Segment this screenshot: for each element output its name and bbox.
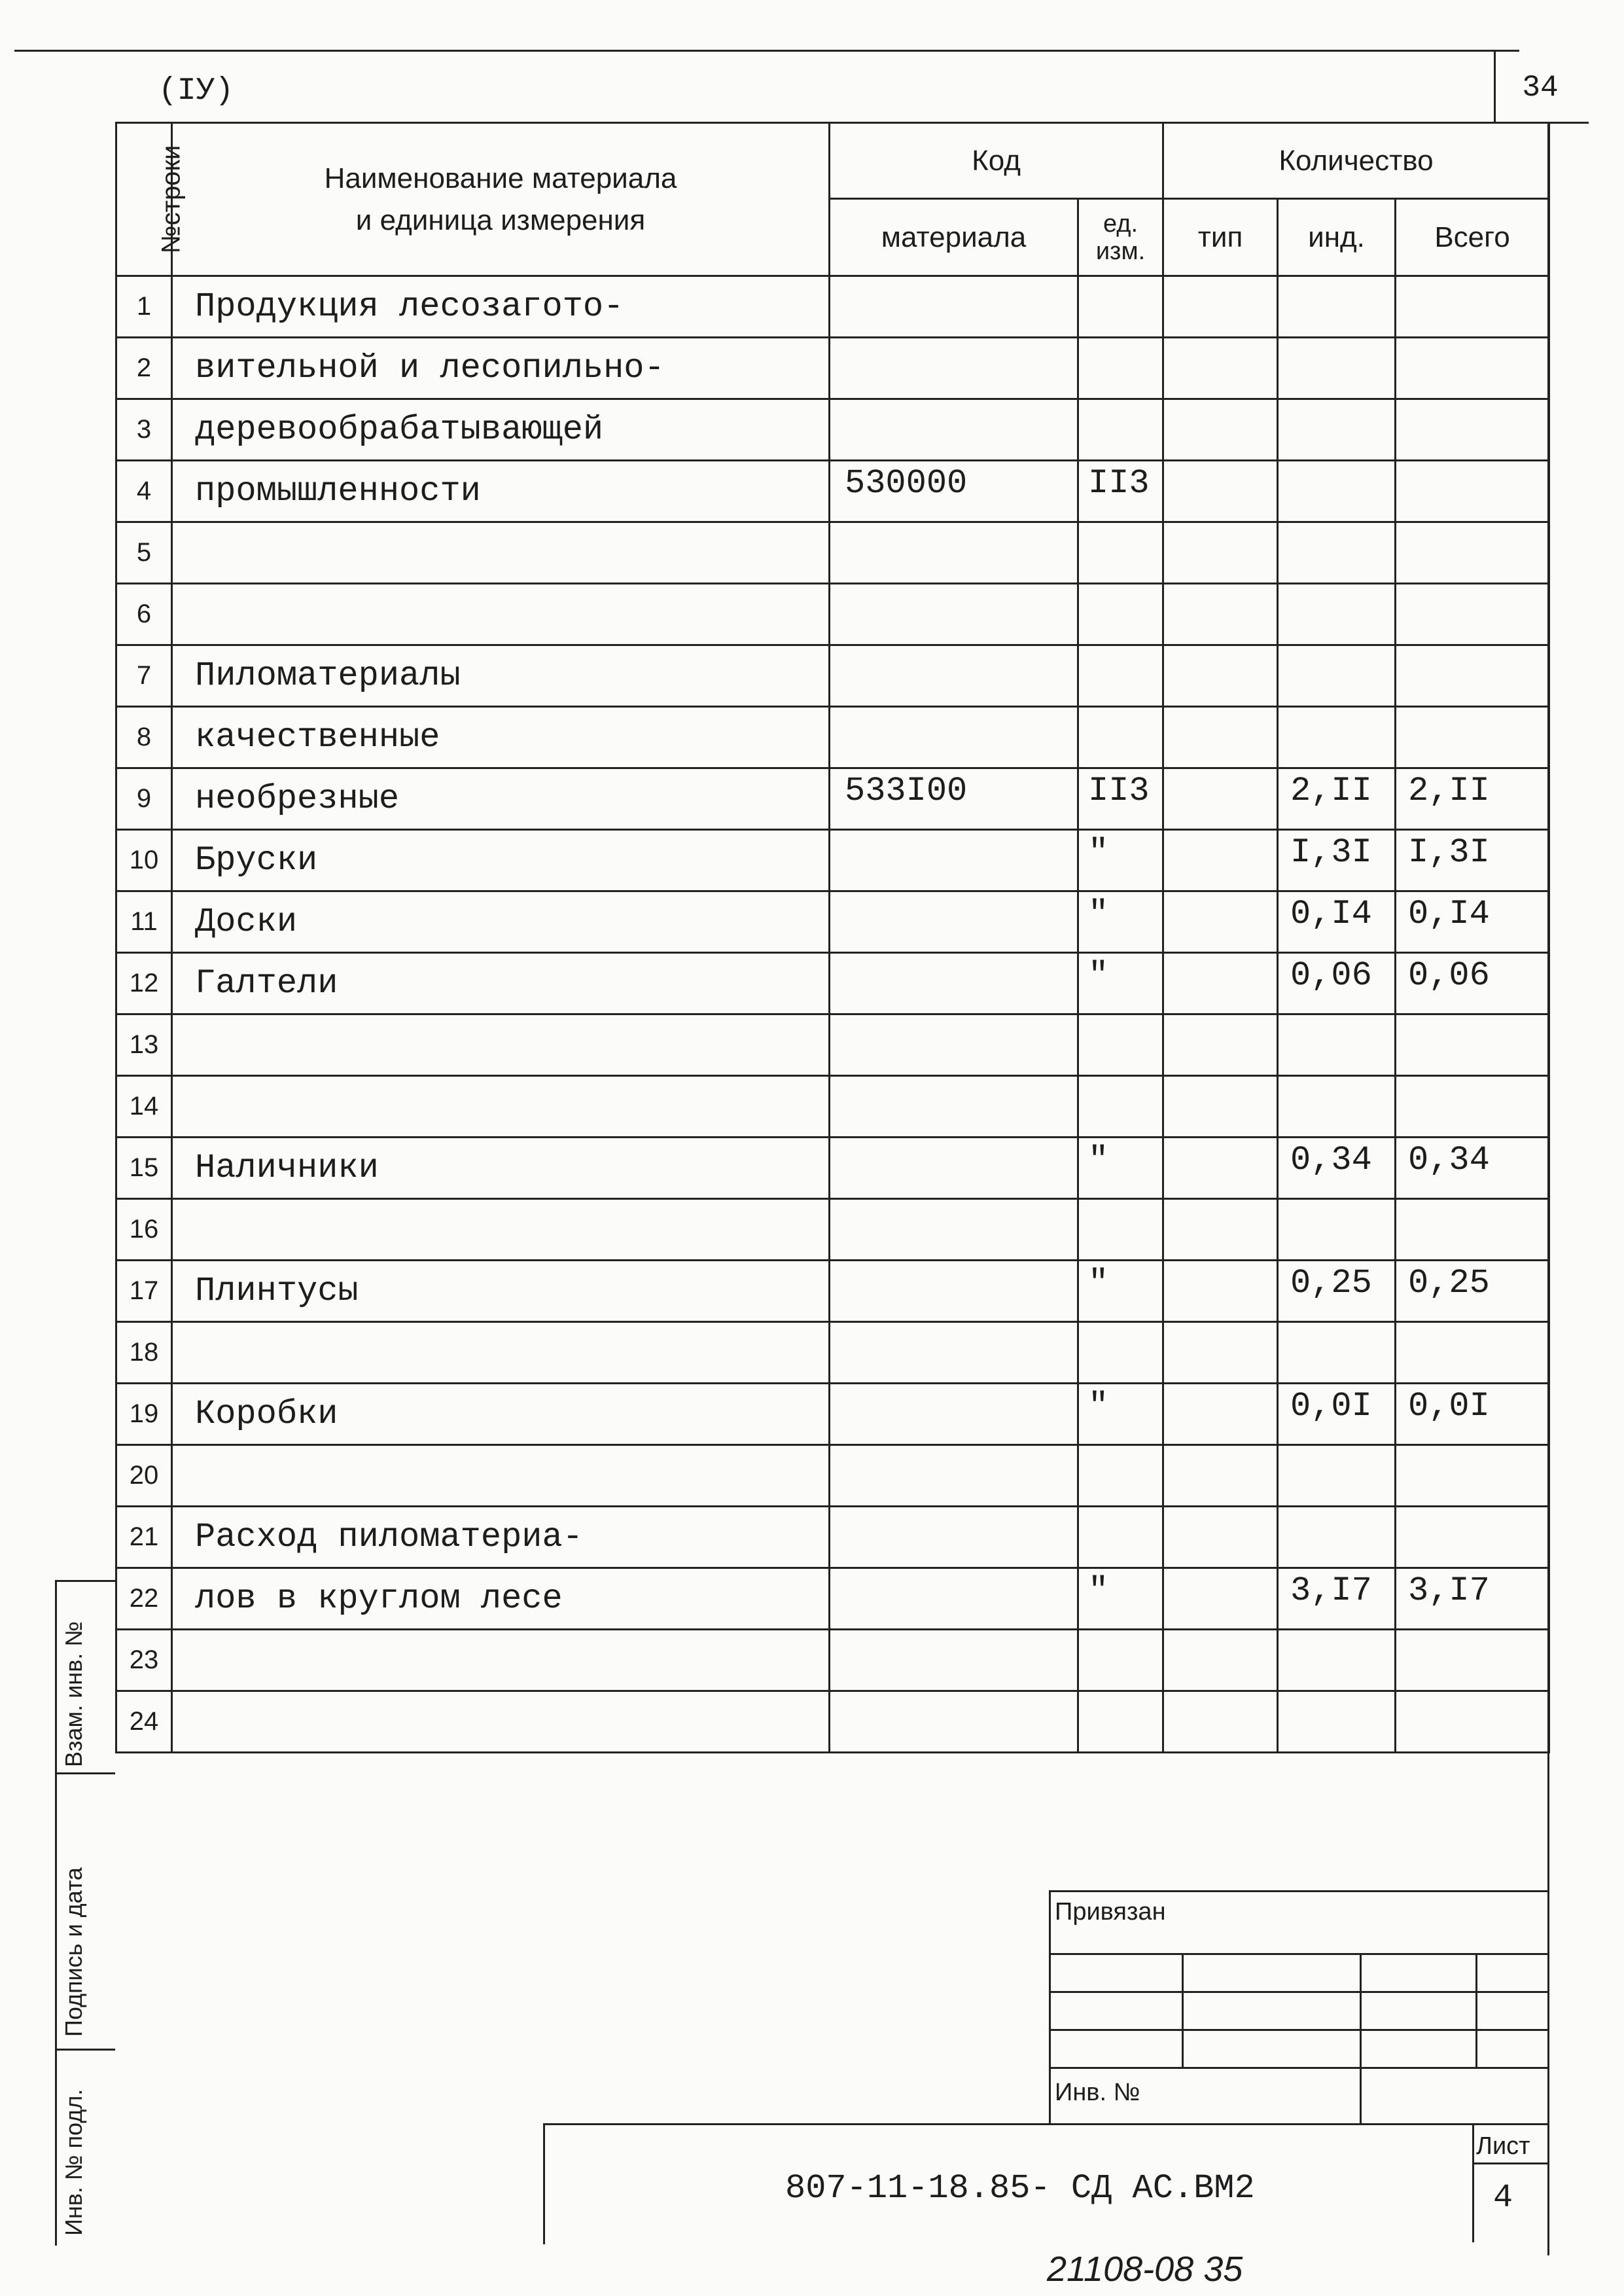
material-name (172, 1076, 830, 1138)
unit-code (1078, 707, 1163, 768)
qty-ind (1278, 1322, 1396, 1384)
unit-code (1078, 584, 1163, 645)
table-row (116, 276, 1549, 338)
sheet-cell-divider (1472, 2162, 1547, 2164)
table-row (116, 645, 1549, 707)
unit-code (1078, 645, 1163, 707)
qty-type (1163, 953, 1278, 1014)
material-name: Расход пиломатериа- (172, 1507, 830, 1568)
unit-code: II3 (1078, 461, 1163, 522)
material-code (830, 1014, 1078, 1076)
table-row (116, 1014, 1549, 1076)
table-row (116, 1261, 1549, 1322)
table-row (116, 1384, 1549, 1445)
material-name: промышленности (172, 461, 830, 522)
row-number: 4 (116, 461, 172, 522)
row-number: 8 (116, 707, 172, 768)
stamp-label-vzam: Взам. инв. № (60, 1621, 87, 1767)
unit-code: " (1078, 1138, 1163, 1199)
qty-ind (1278, 1076, 1396, 1138)
qty-type (1163, 1568, 1278, 1630)
qty-total: 0,I4 (1396, 891, 1549, 953)
title-line (1049, 2029, 1547, 2031)
qty-ind: 0,25 (1278, 1261, 1396, 1322)
qty-ind (1278, 522, 1396, 584)
material-name: вительной и лесопильно- (172, 338, 830, 399)
header-unit-line2: изм. (1095, 237, 1146, 265)
table-row (116, 953, 1549, 1014)
row-number: 15 (116, 1138, 172, 1199)
table-row (116, 522, 1549, 584)
table-row (116, 1568, 1549, 1630)
table-row (116, 1630, 1549, 1691)
qty-ind: 0,0I (1278, 1384, 1396, 1445)
qty-ind (1278, 399, 1396, 461)
qty-type (1163, 461, 1278, 522)
material-code: 530000 (830, 461, 1078, 522)
stamp-label-podpis: Подпись и дата (60, 1867, 87, 2037)
qty-type (1163, 1199, 1278, 1261)
material-code (830, 1322, 1078, 1384)
header-quantity: Количество (1163, 123, 1549, 199)
qty-total (1396, 399, 1549, 461)
material-code (830, 1199, 1078, 1261)
material-name: Пиломатериалы (172, 645, 830, 707)
qty-total (1396, 1199, 1549, 1261)
qty-ind: 2,II (1278, 768, 1396, 830)
qty-type (1163, 768, 1278, 830)
qty-type (1163, 707, 1278, 768)
doc-code: 807-11-18.85- СД АС.ВМ2 (785, 2169, 1255, 2208)
qty-type (1163, 1014, 1278, 1076)
qty-ind (1278, 645, 1396, 707)
table-row (116, 1691, 1549, 1753)
row-number: 14 (116, 1076, 172, 1138)
qty-total: 0,0I (1396, 1384, 1549, 1445)
qty-type (1163, 1445, 1278, 1507)
row-number: 13 (116, 1014, 172, 1076)
qty-ind (1278, 584, 1396, 645)
row-number: 17 (116, 1261, 172, 1322)
table-row (116, 1507, 1549, 1568)
unit-code: " (1078, 953, 1163, 1014)
qty-total (1396, 461, 1549, 522)
material-code (830, 645, 1078, 707)
unit-code: " (1078, 830, 1163, 891)
qty-total (1396, 645, 1549, 707)
unit-code (1078, 1507, 1163, 1568)
header-rownum: №строки (116, 123, 172, 276)
title-vline (1475, 1953, 1477, 2067)
material-name: качественные (172, 707, 830, 768)
qty-type (1163, 338, 1278, 399)
row-number: 21 (116, 1507, 172, 1568)
qty-type (1163, 891, 1278, 953)
unit-code: " (1078, 1568, 1163, 1630)
qty-type (1163, 830, 1278, 891)
sheet-mark: (IУ) (158, 73, 234, 109)
header-name-line2: и единица измерения (355, 204, 646, 236)
material-code (830, 953, 1078, 1014)
qty-type (1163, 584, 1278, 645)
unit-code (1078, 399, 1163, 461)
material-code (830, 830, 1078, 891)
header-material: материала (830, 199, 1078, 276)
material-name (172, 1630, 830, 1691)
stamp-label-invpodl: Инв. № подл. (60, 2089, 87, 2236)
header-unit-line1: ед. (1103, 209, 1139, 238)
qty-ind: 0,34 (1278, 1138, 1396, 1199)
qty-type (1163, 1630, 1278, 1691)
qty-total (1396, 584, 1549, 645)
material-name (172, 1322, 830, 1384)
table-row (116, 1445, 1549, 1507)
header-code: Код (830, 123, 1163, 199)
row-number: 24 (116, 1691, 172, 1753)
material-name (172, 522, 830, 584)
qty-total (1396, 338, 1549, 399)
qty-type (1163, 1691, 1278, 1753)
materials-table (115, 122, 1550, 1753)
material-name (172, 1014, 830, 1076)
row-number: 2 (116, 338, 172, 399)
material-name: Наличники (172, 1138, 830, 1199)
material-name (172, 1199, 830, 1261)
qty-ind (1278, 276, 1396, 338)
unit-code (1078, 1014, 1163, 1076)
qty-type (1163, 522, 1278, 584)
material-name: Доски (172, 891, 830, 953)
unit-code: II3 (1078, 768, 1163, 830)
material-code (830, 399, 1078, 461)
material-name: необрезные (172, 768, 830, 830)
material-name (172, 584, 830, 645)
unit-code: " (1078, 891, 1163, 953)
material-code (830, 1445, 1078, 1507)
qty-type (1163, 276, 1278, 338)
top-rule (14, 50, 1519, 52)
qty-type (1163, 1384, 1278, 1445)
table-row (116, 399, 1549, 461)
qty-ind (1278, 338, 1396, 399)
qty-total (1396, 1014, 1549, 1076)
material-name: Бруски (172, 830, 830, 891)
qty-total (1396, 276, 1549, 338)
row-number: 20 (116, 1445, 172, 1507)
frame-right (1547, 122, 1549, 2255)
material-name: Коробки (172, 1384, 830, 1445)
material-code: 533I00 (830, 768, 1078, 830)
qty-ind (1278, 1691, 1396, 1753)
qty-ind (1278, 1445, 1396, 1507)
row-number: 3 (116, 399, 172, 461)
material-name: лов в круглом лесе (172, 1568, 830, 1630)
row-number: 5 (116, 522, 172, 584)
unit-code (1078, 1322, 1163, 1384)
qty-ind: 3,I7 (1278, 1568, 1396, 1630)
material-name: Плинтусы (172, 1261, 830, 1322)
qty-type (1163, 1076, 1278, 1138)
material-code (830, 522, 1078, 584)
title-line (1049, 1991, 1547, 1993)
qty-total (1396, 1322, 1549, 1384)
qty-type (1163, 1261, 1278, 1322)
header-name-line1: Наименование материала (324, 162, 677, 194)
unit-code (1078, 276, 1163, 338)
material-code (830, 707, 1078, 768)
qty-ind (1278, 461, 1396, 522)
row-number: 10 (116, 830, 172, 891)
row-number: 23 (116, 1630, 172, 1691)
inv-label: Инв. № (1055, 2079, 1140, 2106)
material-name: Галтели (172, 953, 830, 1014)
table-row (116, 830, 1549, 891)
unit-code (1078, 1076, 1163, 1138)
qty-ind (1278, 1507, 1396, 1568)
row-number: 22 (116, 1568, 172, 1630)
material-code (830, 1568, 1078, 1630)
unit-code (1078, 1691, 1163, 1753)
title-vline (1182, 1953, 1184, 2067)
material-code (830, 1261, 1078, 1322)
qty-total (1396, 1507, 1549, 1568)
qty-total (1396, 1630, 1549, 1691)
header-unit (1078, 199, 1163, 276)
qty-type (1163, 1322, 1278, 1384)
title-vline (1360, 1953, 1362, 2123)
qty-ind: I,3I (1278, 830, 1396, 891)
row-number: 16 (116, 1199, 172, 1261)
unit-code (1078, 522, 1163, 584)
table-row (116, 1322, 1549, 1384)
qty-type (1163, 399, 1278, 461)
unit-code: " (1078, 1384, 1163, 1445)
material-code (830, 1507, 1078, 1568)
qty-ind (1278, 707, 1396, 768)
row-number: 1 (116, 276, 172, 338)
qty-total: 0,25 (1396, 1261, 1549, 1322)
table-row (116, 461, 1549, 522)
qty-total (1396, 1445, 1549, 1507)
table-row (116, 584, 1549, 645)
table-row (116, 1076, 1549, 1138)
material-name (172, 1445, 830, 1507)
material-code (830, 1630, 1078, 1691)
qty-total (1396, 1076, 1549, 1138)
unit-code (1078, 338, 1163, 399)
qty-total: 0,06 (1396, 953, 1549, 1014)
sheet-value: 4 (1493, 2179, 1513, 2217)
header-ind: инд. (1278, 199, 1396, 276)
material-code (830, 338, 1078, 399)
qty-ind (1278, 1199, 1396, 1261)
unit-code (1078, 1199, 1163, 1261)
unit-code (1078, 1445, 1163, 1507)
material-code (830, 1138, 1078, 1199)
material-code (830, 891, 1078, 953)
row-number: 11 (116, 891, 172, 953)
table-row (116, 1138, 1549, 1199)
title-line (1049, 2067, 1547, 2069)
material-code (830, 276, 1078, 338)
material-code (830, 584, 1078, 645)
table-row (116, 707, 1549, 768)
row-number: 19 (116, 1384, 172, 1445)
material-code (830, 1691, 1078, 1753)
row-number: 18 (116, 1322, 172, 1384)
qty-total: 3,I7 (1396, 1568, 1549, 1630)
page-number: 34 (1522, 71, 1559, 105)
privyazan-label: Привязан (1055, 1898, 1166, 1926)
row-number: 12 (116, 953, 172, 1014)
header-name (172, 123, 830, 276)
material-code (830, 1384, 1078, 1445)
table-row (116, 1199, 1549, 1261)
header-total: Всего (1396, 199, 1549, 276)
material-name: деревообрабатывающей (172, 399, 830, 461)
material-name (172, 1691, 830, 1753)
qty-ind: 0,I4 (1278, 891, 1396, 953)
footer-mark: 21108-08 35 (1047, 2250, 1243, 2289)
row-number: 9 (116, 768, 172, 830)
qty-type (1163, 645, 1278, 707)
row-number: 6 (116, 584, 172, 645)
unit-code: " (1078, 1261, 1163, 1322)
qty-total (1396, 522, 1549, 584)
material-name: Продукция лесозагото- (172, 276, 830, 338)
table-row (116, 338, 1549, 399)
qty-ind (1278, 1630, 1396, 1691)
header-type: тип (1163, 199, 1278, 276)
row-number: 7 (116, 645, 172, 707)
table-row (116, 891, 1549, 953)
qty-type (1163, 1138, 1278, 1199)
title-line (1049, 1953, 1547, 1955)
qty-total: 0,34 (1396, 1138, 1549, 1199)
sheet-label: Лист (1476, 2132, 1530, 2160)
qty-total: 2,II (1396, 768, 1549, 830)
qty-total (1396, 1691, 1549, 1753)
qty-total: I,3I (1396, 830, 1549, 891)
qty-type (1163, 1507, 1278, 1568)
qty-ind: 0,06 (1278, 953, 1396, 1014)
unit-code (1078, 1630, 1163, 1691)
material-code (830, 1076, 1078, 1138)
qty-total (1396, 707, 1549, 768)
table-row (116, 768, 1549, 830)
qty-ind (1278, 1014, 1396, 1076)
